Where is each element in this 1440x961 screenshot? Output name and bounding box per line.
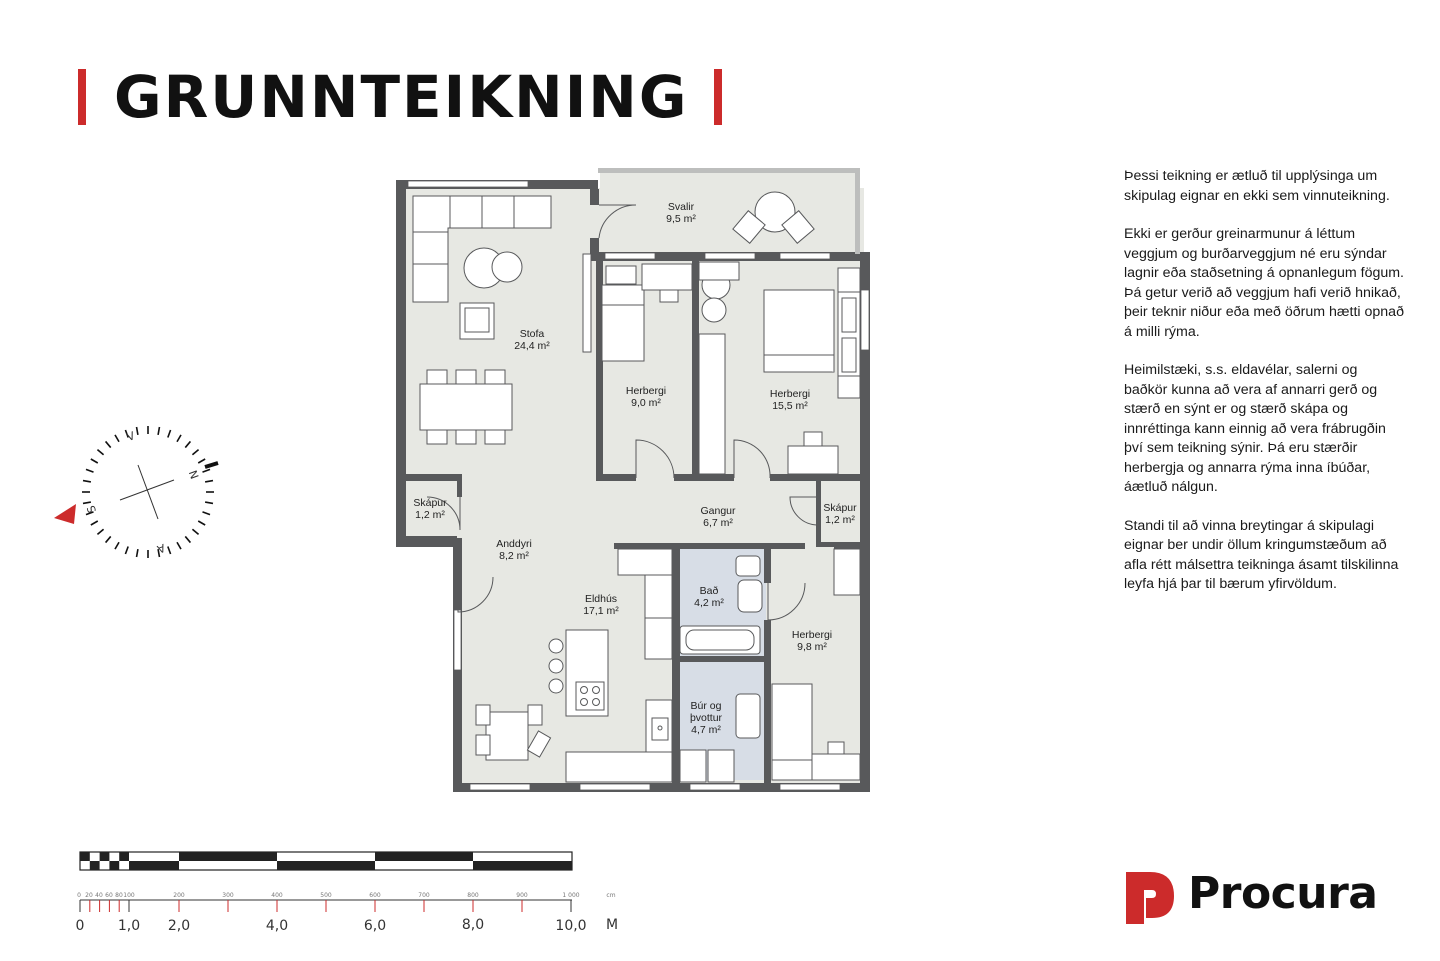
wall-herb3-north-b — [834, 543, 862, 549]
room-name2-bur: þvottur — [689, 712, 723, 724]
compass-tick — [91, 459, 98, 463]
burner — [593, 687, 600, 694]
compass-tick — [177, 435, 181, 442]
pillow — [602, 285, 644, 305]
room-name-gangur: Gangur — [700, 505, 736, 517]
laundry-sink — [736, 694, 760, 738]
washer — [680, 750, 706, 782]
room-area-eldhus: 17,1 m² — [583, 605, 619, 617]
ruler-small-label: 600 — [369, 892, 381, 899]
nightstand — [842, 338, 856, 372]
ruler-label: 4,0 — [265, 918, 289, 934]
outside-notch — [398, 540, 453, 786]
disclaimer-text — [1124, 167, 1404, 614]
kitchen-counter-bottom — [566, 752, 672, 782]
washbasin — [738, 580, 762, 612]
pillow — [772, 760, 812, 780]
desk — [812, 754, 860, 780]
scale-seg — [129, 861, 179, 870]
ruler-label: 0 — [75, 918, 85, 934]
disclaimer-paragraph-4: Standi til að vinna breytingar á skipulagi eignar ber undir öllum kringumstæðum að afla rétt málsettra teikninga ásamt tilskilinna leyfa hjá þar til bærum yfirvöldum. — [1124, 517, 1399, 592]
compass-tick — [115, 542, 119, 549]
room-name-bad: Bað — [699, 585, 719, 597]
wall-herb3-north — [771, 543, 805, 549]
compass-tick — [205, 481, 213, 482]
window-herb1 — [605, 253, 655, 259]
disclaimer-paragraph-1: Þessi teikning er ætluð til upplýsinga um skipulag eignar en ekki sem vinnuteikning. — [1124, 168, 1390, 204]
wall-bath-laundry — [680, 656, 766, 662]
scale-seg — [375, 852, 473, 861]
compass-letters — [84, 429, 200, 556]
ruler-label: 10,0 — [555, 918, 587, 934]
balcony-floor — [600, 172, 858, 252]
wall-bath-east — [764, 620, 771, 783]
desk — [642, 264, 692, 290]
window-herb3 — [780, 784, 840, 790]
ruler-small-label: 900 — [516, 892, 528, 899]
scale-seg — [277, 861, 375, 870]
chair — [528, 705, 542, 725]
wardrobe — [838, 268, 860, 398]
room-name-bur: Búr og — [690, 700, 722, 712]
chair — [485, 370, 505, 384]
ruler-unit: M — [605, 917, 619, 933]
disclaimer-paragraph-3: Heimilstæki, s.s. eldavélar, salerni og baðkör kunna að vera af annarri gerð og stærð en sýnt er og stærð skápa og innréttinga kann einnig að vera frábrugðin því sem teikning sýnir. Þá eru stærðir herbergja og annarra rýma inna íbúðar, áætluð nálgun. — [1124, 362, 1386, 495]
wall-skapur1-south — [403, 536, 457, 541]
ruler-labels — [76, 917, 619, 934]
room-name-eldhus: Eldhús — [584, 593, 618, 605]
ruler-small-label: 800 — [467, 892, 479, 899]
burner — [581, 687, 588, 694]
window-kitchen-a — [470, 784, 530, 790]
kitchen-cabinet-top — [618, 549, 672, 575]
wall-herb2-south — [770, 474, 864, 481]
ruler-small-unit: cm — [606, 892, 616, 899]
compass-tick — [137, 427, 138, 435]
compass — [54, 426, 218, 558]
compass-tick — [192, 529, 198, 534]
bar-stool — [549, 639, 563, 653]
compass-tick — [91, 521, 98, 525]
window-kitchen-west — [454, 610, 461, 670]
scale-seg — [473, 861, 572, 870]
logo-text: Procura — [1188, 868, 1378, 919]
kitchen-table — [486, 712, 528, 760]
dining-table — [420, 384, 512, 430]
compass-tick — [86, 469, 94, 472]
scale-bar — [76, 852, 619, 934]
wall-herb1-herb2 — [692, 261, 699, 481]
procura-logo — [1124, 868, 1377, 919]
chair — [476, 735, 490, 755]
wall-herb1-south-a — [596, 474, 636, 481]
title-text: GRUNNTEIKNING — [114, 63, 689, 131]
shelf — [699, 262, 739, 280]
ruler-small-label: 20 — [85, 892, 93, 899]
desk-chair — [828, 742, 844, 754]
compass-tick — [137, 549, 138, 557]
wall-kitchen-north — [614, 543, 672, 549]
ruler-small-label: 0 — [77, 892, 81, 899]
window-herb2-east — [861, 290, 869, 350]
room-area-herbergi2: 15,5 m² — [772, 400, 808, 412]
compass-tick — [106, 536, 111, 542]
compass-cross-ew — [120, 480, 174, 500]
room-name-herbergi2: Herbergi — [769, 388, 811, 400]
compass-tick — [198, 459, 205, 463]
chair — [485, 430, 505, 444]
ruler-small-label: 500 — [320, 892, 332, 899]
wall-bath-north — [672, 543, 772, 549]
bathtub-inner — [686, 630, 754, 650]
room-area-herbergi1: 9,0 m² — [631, 397, 661, 409]
wardrobe-long — [699, 334, 725, 474]
burner — [593, 699, 600, 706]
ruler-small-label: 100 — [123, 892, 135, 899]
desk — [788, 446, 838, 474]
wall-stofa-south-left — [396, 474, 462, 481]
balcony-rail-top — [598, 168, 858, 173]
disclaimer-paragraph-2: Ekki er gerður greinarmunur á léttum veggjum og burðarveggjum né eru sýndar lagnir eða staðsetning á opnanlegum fögum. Þá getur verið að veggjum hafi verið hnikað, þeir teknir niður eða með öðrum hætti opnað á milli rýma. — [1124, 226, 1405, 340]
ruler-small-labels — [77, 892, 616, 899]
ruler-small-label: 200 — [173, 892, 185, 899]
window-herb2-a — [705, 253, 755, 259]
chair — [427, 370, 447, 384]
room-area-bur: 4,7 m² — [691, 724, 721, 736]
compass-tick — [158, 427, 159, 435]
window-kitchen-b — [580, 784, 650, 790]
bar-stool — [549, 659, 563, 673]
compass-tick — [198, 521, 205, 525]
wall-skapur2-west — [816, 481, 821, 547]
nightstand — [842, 298, 856, 332]
room-area-skapur2: 1,2 m² — [825, 514, 855, 526]
room-name-svalir: Svalir — [667, 201, 695, 213]
compass-tick — [177, 542, 181, 549]
room-name-skapur2: Skápur — [823, 502, 857, 514]
compass-pointer-icon — [54, 504, 76, 524]
compass-tick — [203, 512, 211, 515]
scale-seg — [179, 852, 277, 861]
compass-tick — [97, 450, 103, 455]
wall-shelf — [583, 254, 591, 352]
wardrobe — [834, 549, 860, 595]
window-stofa — [408, 181, 528, 187]
compass-tick — [192, 450, 198, 455]
ruler-small-label: 700 — [418, 892, 430, 899]
nightstand — [606, 266, 636, 284]
compass-letter-v: V — [125, 429, 137, 445]
desk-chair — [660, 290, 678, 302]
desk-chair — [804, 432, 822, 446]
compass-tick — [185, 441, 190, 447]
ruler-small-label: 60 — [105, 892, 113, 899]
dryer — [708, 750, 734, 782]
balcony-rail-right — [855, 168, 860, 254]
room-area-anddyri: 8,2 m² — [499, 550, 529, 562]
compass-letter-s: S — [84, 503, 100, 515]
ruler-small-label: 40 — [95, 892, 103, 899]
compass-letter-n: N — [185, 468, 201, 481]
drain — [658, 726, 662, 730]
scale-checker-cell — [90, 861, 100, 870]
compass-tick — [83, 481, 91, 482]
compass-north-marker — [205, 463, 218, 467]
wall-skapur1-west — [396, 481, 403, 541]
ruler-ticks — [80, 900, 571, 912]
chair — [456, 370, 476, 384]
compass-tick — [125, 547, 128, 555]
chair — [427, 430, 447, 444]
scale-checker-cell — [100, 852, 110, 861]
wall-herb1-south-b — [674, 474, 734, 481]
room-name-skapur1: Skápur — [413, 497, 447, 509]
ruler-small-label: 80 — [115, 892, 123, 899]
scale-checker-cell — [80, 852, 90, 861]
window-laundry — [690, 784, 740, 790]
bar-stool — [549, 679, 563, 693]
wall-bath-east-top — [764, 543, 771, 583]
ruler-label: 6,0 — [363, 918, 387, 934]
room-area-herbergi3: 9,8 m² — [797, 641, 827, 653]
armchair-seat — [465, 308, 489, 332]
chair — [456, 430, 476, 444]
ruler-small-label: 300 — [222, 892, 234, 899]
cooktop — [576, 682, 604, 710]
scale-checker-cell — [119, 852, 129, 861]
compass-tick — [115, 435, 119, 442]
room-name-stofa: Stofa — [519, 328, 545, 340]
toilet — [736, 556, 760, 576]
room-area-skapur1: 1,2 m² — [415, 509, 445, 521]
compass-tick — [168, 547, 171, 555]
burner — [581, 699, 588, 706]
side-table — [492, 252, 522, 282]
ruler-small-label: 1 000 — [562, 892, 580, 899]
ruler-small-label: 400 — [271, 892, 283, 899]
wall-stofa-east-top — [590, 189, 599, 205]
compass-letter-a: A — [155, 540, 167, 556]
room-area-gangur: 6,7 m² — [703, 517, 733, 529]
room-name-anddyri: Anddyri — [496, 538, 532, 550]
window-herb2-b — [780, 253, 830, 259]
compass-tick — [185, 536, 190, 542]
ruler-label: 8,0 — [461, 917, 485, 933]
compass-tick — [106, 441, 111, 447]
compass-tick — [203, 469, 211, 472]
kitchen-cabinet-side — [645, 575, 672, 659]
chair — [476, 705, 490, 725]
ruler-label: 2,0 — [167, 918, 191, 934]
compass-tick — [83, 502, 91, 503]
room-area-bad: 4,2 m² — [694, 597, 724, 609]
room-area-svalir: 9,5 m² — [666, 213, 696, 225]
compass-tick — [168, 430, 171, 438]
ruler-label: 1,0 — [117, 918, 141, 934]
scale-checker-cell — [109, 861, 119, 870]
compass-tick — [97, 529, 103, 534]
room-name-herbergi1: Herbergi — [625, 385, 667, 397]
wall-skapur1-east — [457, 481, 462, 497]
compass-tick — [205, 502, 213, 503]
wall-bath-west — [672, 543, 680, 783]
stool — [702, 298, 726, 322]
room-name-herbergi3: Herbergi — [791, 629, 833, 641]
room-area-stofa: 24,4 m² — [514, 340, 550, 352]
